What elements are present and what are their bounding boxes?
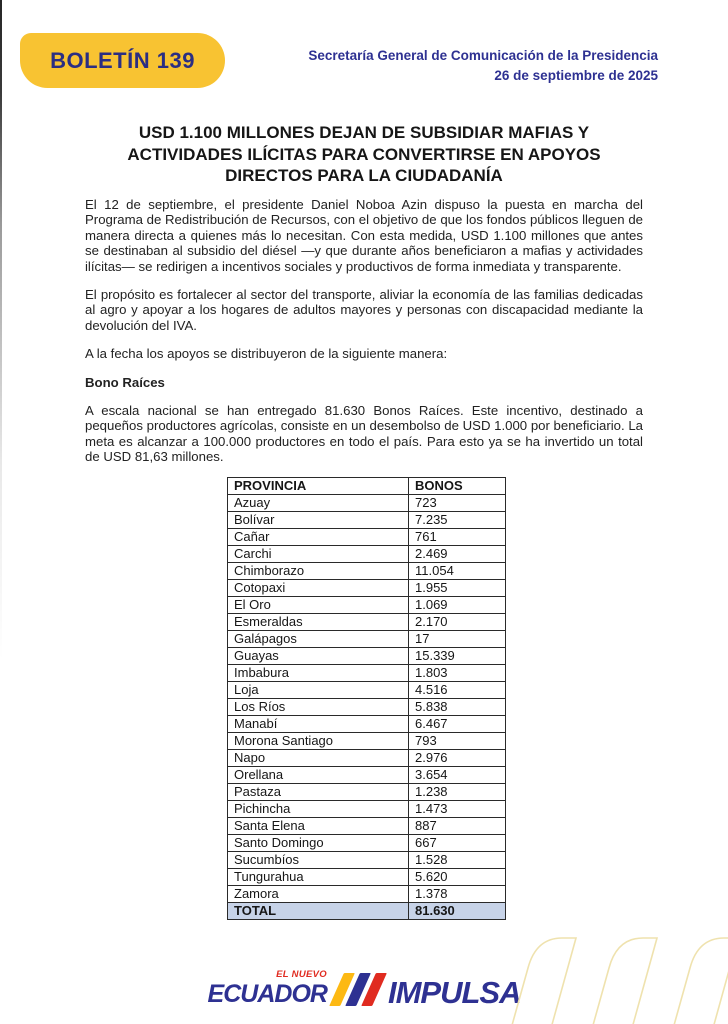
table-row <box>228 733 506 750</box>
table-row <box>228 869 506 886</box>
table-row <box>228 801 506 818</box>
title-line-2: ACTIVIDADES ILÍCITAS PARA CONVERTIRSE EN APOYOS <box>127 144 601 164</box>
province-cell: Azuay <box>228 495 409 512</box>
header-org-block <box>308 46 658 86</box>
logo-ecuador-block <box>208 969 327 1007</box>
table-row <box>228 631 506 648</box>
scan-edge-artifact <box>0 0 2 660</box>
bonos-cell: 5.620 <box>409 869 506 886</box>
table-row <box>228 886 506 903</box>
bonos-cell: 1.473 <box>409 801 506 818</box>
paragraph-1: El 12 de septiembre, el presidente Daniel Noboa Azin dispuso la puesta en marcha del Programa de Redistribución de Recursos, con el objetivo de que los fondos públicos lleguen de manera directa a quienes más lo necesitan. Con esta medida, USD 1.100 millones que antes se destinaban al subsidio del diésel —y que durante años beneficiaron a mafias y actividades ilícitas— se redirigen a incentivos sociales y productivos de forma inmediata y transparente. <box>85 197 643 274</box>
table-row <box>228 699 506 716</box>
decorative-slashes-icon <box>488 926 728 1024</box>
bonos-table-container <box>227 477 506 920</box>
table-row <box>228 682 506 699</box>
table-row <box>228 614 506 631</box>
province-cell: Napo <box>228 750 409 767</box>
table-row <box>228 529 506 546</box>
province-cell: Bolívar <box>228 512 409 529</box>
province-cell: Esmeraldas <box>228 614 409 631</box>
table-row <box>228 784 506 801</box>
bonos-cell: 793 <box>409 733 506 750</box>
province-cell: Guayas <box>228 648 409 665</box>
bonos-cell: 3.654 <box>409 767 506 784</box>
date-line: 26 de septiembre de 2025 <box>494 68 658 83</box>
province-cell: Pastaza <box>228 784 409 801</box>
province-cell: Galápagos <box>228 631 409 648</box>
bonos-cell: 1.238 <box>409 784 506 801</box>
title-line-1: USD 1.100 MILLONES DEJAN DE SUBSIDIAR MAFIAS Y <box>138 123 590 142</box>
logo-impulsa-label: IMPULSA <box>387 975 521 1010</box>
table-row <box>228 512 506 529</box>
bonos-cell: 1.528 <box>409 852 506 869</box>
province-cell: Santa Elena <box>228 818 409 835</box>
table-row <box>228 835 506 852</box>
province-cell: Santo Domingo <box>228 835 409 852</box>
bonos-cell: 2.469 <box>409 546 506 563</box>
bonos-cell: 7.235 <box>409 512 506 529</box>
province-cell: Zamora <box>228 886 409 903</box>
province-cell: Cotopaxi <box>228 580 409 597</box>
bulletin-number-badge <box>20 33 225 88</box>
table-total-row <box>228 903 506 920</box>
province-cell: Cañar <box>228 529 409 546</box>
column-header-bonos: BONOS <box>409 478 506 495</box>
province-cell: Morona Santiago <box>228 733 409 750</box>
body-content <box>85 197 643 478</box>
title-line-3: DIRECTOS PARA LA CIUDADANÍA <box>225 166 503 185</box>
bonos-cell: 887 <box>409 818 506 835</box>
table-row <box>228 648 506 665</box>
province-cell: Imbabura <box>228 665 409 682</box>
bonos-cell: 1.955 <box>409 580 506 597</box>
table-row <box>228 767 506 784</box>
province-cell: Carchi <box>228 546 409 563</box>
document-title <box>85 122 643 187</box>
bonos-cell: 4.516 <box>409 682 506 699</box>
province-cell: Loja <box>228 682 409 699</box>
bonos-cell: 1.378 <box>409 886 506 903</box>
column-header-provincia: PROVINCIA <box>228 478 409 495</box>
org-name-line: Secretaría General de Comunicación de la Presidencia <box>308 48 658 63</box>
bonos-cell: 761 <box>409 529 506 546</box>
paragraph-4: A escala nacional se han entregado 81.630 Bonos Raíces. Este incentivo, destinado a pequeños productores agrícolas, consiste en un desembolso de USD 1.000 por beneficiario. La meta es alcanzar a 100.000 productores en todo el país. Para esto ya se ha invertido un total de USD 81,63 millones. <box>85 403 643 465</box>
paragraph-3: A la fecha los apoyos se distribuyeron de la siguiente manera: <box>85 346 448 362</box>
flag-slashes-icon <box>337 973 380 1006</box>
logo-el-nuevo-label: EL NUEVO <box>276 969 327 980</box>
ecuador-impulsa-logo <box>208 958 521 1010</box>
bonos-cell: 2.976 <box>409 750 506 767</box>
paragraph-2: El propósito es fortalecer al sector del transporte, aliviar la economía de las familias dedicadas al agro y apoyar a los hogares de adultos mayores y personas con discapacidad mediante la devolución del IVA. <box>85 287 643 333</box>
bonos-cell: 6.467 <box>409 716 506 733</box>
table-row <box>228 563 506 580</box>
bonos-cell: 17 <box>409 631 506 648</box>
table-row <box>228 716 506 733</box>
bonos-table <box>227 477 506 920</box>
table-header-row <box>228 478 506 495</box>
bonos-cell: 1.803 <box>409 665 506 682</box>
bonos-cell: 15.339 <box>409 648 506 665</box>
table-row <box>228 546 506 563</box>
table-row <box>228 818 506 835</box>
section-heading-bono-raices: Bono Raíces <box>85 374 165 390</box>
table-row <box>228 580 506 597</box>
bonos-cell: 667 <box>409 835 506 852</box>
bonos-table-body <box>228 495 506 903</box>
bonos-cell: 5.838 <box>409 699 506 716</box>
province-cell: Pichincha <box>228 801 409 818</box>
bonos-cell: 723 <box>409 495 506 512</box>
table-row <box>228 750 506 767</box>
total-label-cell: TOTAL <box>228 903 409 920</box>
province-cell: Chimborazo <box>228 563 409 580</box>
bonos-cell: 1.069 <box>409 597 506 614</box>
province-cell: Los Ríos <box>228 699 409 716</box>
province-cell: Manabí <box>228 716 409 733</box>
table-row <box>228 665 506 682</box>
province-cell: Tungurahua <box>228 869 409 886</box>
province-cell: El Oro <box>228 597 409 614</box>
bulletin-number-label: BOLETÍN 139 <box>50 47 195 73</box>
bonos-cell: 2.170 <box>409 614 506 631</box>
logo-ecuador-label: ECUADOR <box>207 980 327 1008</box>
province-cell: Orellana <box>228 767 409 784</box>
table-row <box>228 852 506 869</box>
bonos-cell: 11.054 <box>409 563 506 580</box>
total-value-cell: 81.630 <box>409 903 506 920</box>
table-row <box>228 495 506 512</box>
table-row <box>228 597 506 614</box>
province-cell: Sucumbíos <box>228 852 409 869</box>
